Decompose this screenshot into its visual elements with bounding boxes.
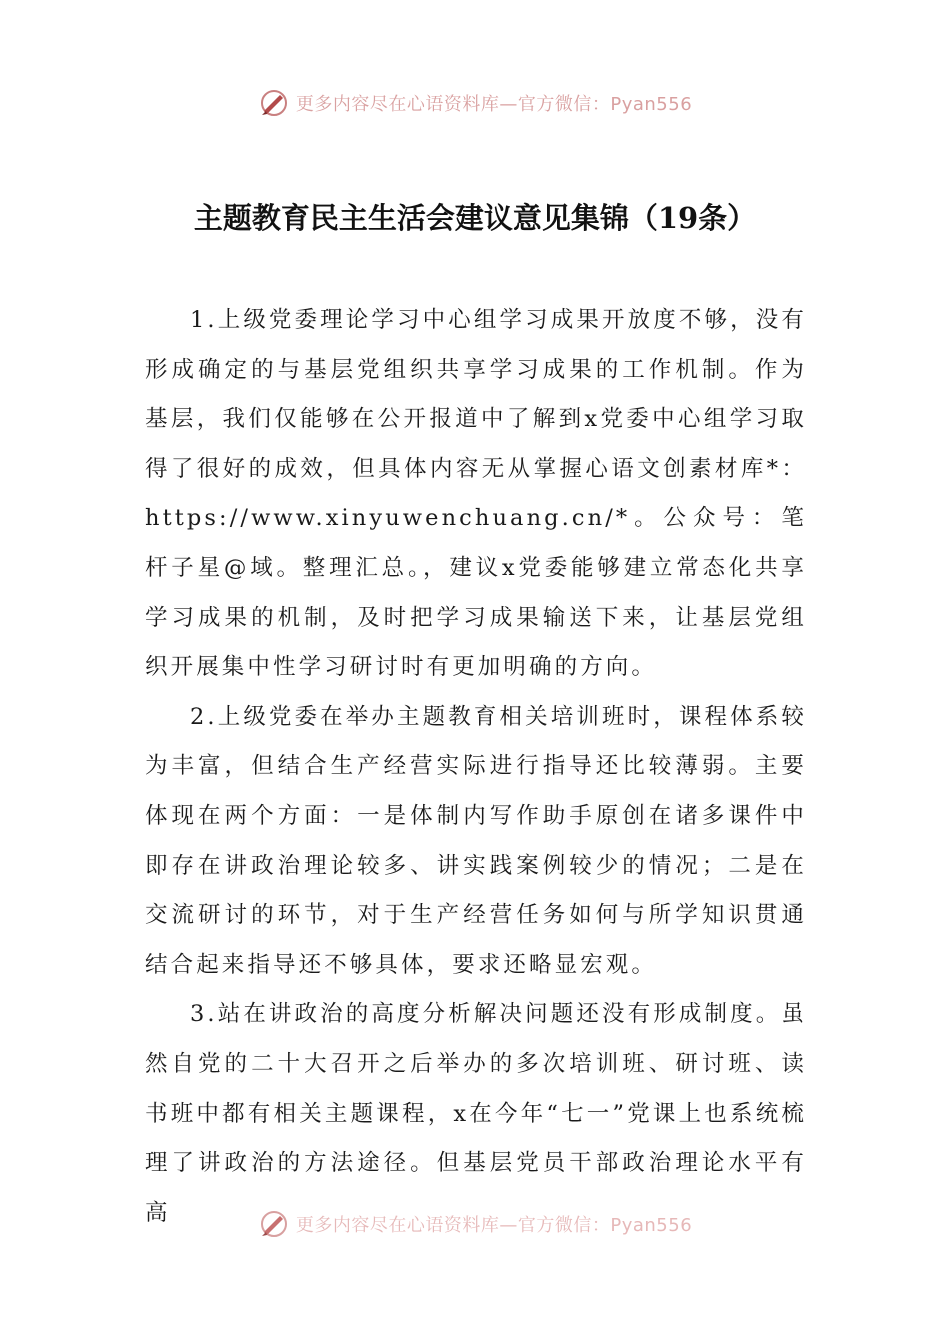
paragraph-2: 2.上级党委在举办主题教育相关培训班时，课程体系较为丰富，但结合生产经营实际进行指导还比较薄弱。主要体现在两个方面：一是体制内写作助手原创在诸多课件中即存在讲政治理论较多、讲实践案例较少的情况；二是在交流研讨的环节，对于生产经营任务如何与所学知识贯通结合起来指导还不够具体，要求还略显宏观。 xyxy=(145,703,807,978)
pen-logo-icon xyxy=(258,87,290,119)
document-body xyxy=(145,296,807,1238)
watermark-footer xyxy=(0,1205,950,1243)
watermark-text: 更多内容尽在心语资料库—官方微信：Pyan556 xyxy=(295,94,693,115)
watermark-header xyxy=(0,84,950,122)
paragraph-3: 3.站在讲政治的高度分析解决问题还没有形成制度。虽然自党的二十大召开之后举办的多次培训班、研讨班、读书班中都有相关主题课程，x在今年“七一”党课上也系统梳理了讲政治的方法途径。但基层党员干部政治理论水平有高 xyxy=(145,1001,807,1226)
document-title: 主题教育民主生活会建议意见集锦（19条） xyxy=(193,201,757,235)
paragraph-1: 1.上级党委理论学习中心组学习成果开放度不够，没有形成确定的与基层党组织共享学习成果的工作机制。作为基层，我们仅能够在公开报道中了解到x党委中心组学习取得了很好的成效，但具体内容无从掌握心语文创素材库*：https://www.xinyuwenchuang.cn/*。公众号：笔杆子星@域。整理汇总。，建议x党委能够建立常态化共享学习成果的机制，及时把学习成果输送下来，让基层党组织开展集中性学习研讨时有更加明确的方向。 xyxy=(145,307,807,681)
pen-logo-icon xyxy=(258,1208,290,1240)
watermark-text: 更多内容尽在心语资料库—官方微信：Pyan556 xyxy=(295,1215,693,1236)
